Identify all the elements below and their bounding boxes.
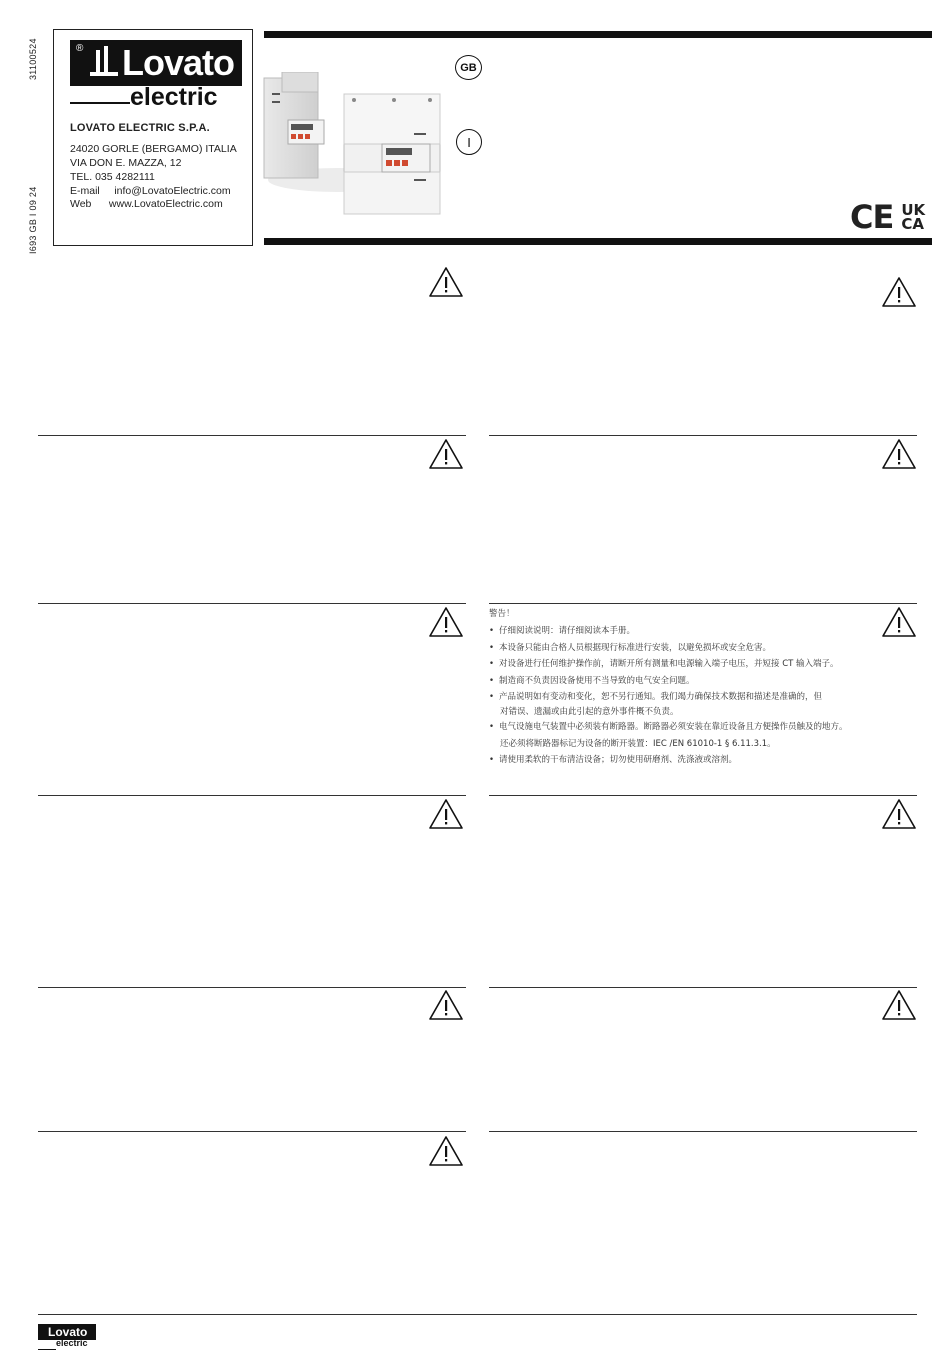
address-line-1: 24020 GORLE (BERGAMO) ITALIA [70,143,237,155]
footer-electric: electric [56,1338,88,1348]
warning-icon [428,989,464,1021]
ukca-mark [901,203,925,231]
warning-icon [881,798,917,830]
warning-item: • 电气设施电气装置中必须装有断路器。断路器必须安装在靠近设备且方便操作员触及的地方。 [489,722,848,732]
warning-icon [428,606,464,638]
doc-revision: I693 GB I 09 24 [28,186,38,254]
warning-icon [428,438,464,470]
divider-left-2 [38,603,466,604]
divider-right-3 [489,795,917,796]
divider-right-1 [489,435,917,436]
warning-icon [881,989,917,1021]
email-line: E-mail info@LovatoElectric.com [70,185,231,197]
logo-wordmark: Lovato [122,42,235,83]
logo-underline [70,102,130,104]
phone-line: TEL. 035 4282111 [70,171,155,183]
web-line: Web www.LovatoElectric.com [70,198,223,210]
product-image [258,72,448,222]
warning-item: • 请使用柔软的干布清洁设备；切勿使用研磨剂、洗涤液或溶剂。 [489,755,738,765]
divider-right-5 [489,1131,917,1132]
warning-heading-zh: 警告！ [489,609,515,619]
registered-mark: ® [76,43,84,54]
warning-icon [881,606,917,638]
header-band-bottom [264,238,932,245]
warning-item: • 制造商不负责因设备使用不当导致的电气安全问题。 [489,676,695,686]
divider-left-4 [38,987,466,988]
ukca-bottom: CA [901,215,924,233]
warning-icon [428,1135,464,1167]
warning-item: • 产品说明如有变动和变化，恕不另行通知。我们竭力确保技术数据和描述是准确的，但 [489,692,823,702]
ce-mark: CE [850,198,894,236]
warning-icon [428,798,464,830]
footer-divider [38,1314,917,1315]
warning-icon [428,266,464,298]
doc-code: 31100524 [28,38,38,80]
logo-electric: electric [130,83,218,111]
company-name: LOVATO ELECTRIC S.P.A. [70,122,210,134]
footer-logo-word: Lovato [48,1325,88,1339]
divider-left-1 [38,435,466,436]
warning-item: • 对设备进行任何维护操作前，请断开所有测量和电源输入端子电压，并短接 CT 输入端子。 [489,659,839,669]
divider-left-5 [38,1131,466,1132]
company-box [53,29,253,246]
lang-i-icon: I [456,129,482,155]
warning-icon [881,438,917,470]
divider-right-4 [489,987,917,988]
logo-bars-icon [88,46,120,80]
warning-item: • 本设备只能由合格人员根据现行标准进行安装，以避免损坏或安全危害。 [489,643,772,653]
warning-icon [881,276,917,308]
header-band-top [264,31,932,38]
warning-item-cont: 还必须将断路器标记为设备的断开装置：IEC /EN 61010-1 § 6.11.3.1。 [500,739,776,749]
lang-gb-icon: GB [455,55,482,80]
warning-item: • 仔细阅读说明：请仔细阅读本手册。 [489,626,636,636]
lovato-logo [70,40,242,86]
divider-right-2 [489,603,917,604]
divider-left-3 [38,795,466,796]
ukca-top: UK [901,201,926,219]
certification-marks [850,200,925,234]
address-line-2: VIA DON E. MAZZA, 12 [70,157,182,169]
footer-logo-line [38,1349,56,1350]
warning-item-cont: 对错误、遗漏或由此引起的意外事件概不负责。 [500,707,679,717]
